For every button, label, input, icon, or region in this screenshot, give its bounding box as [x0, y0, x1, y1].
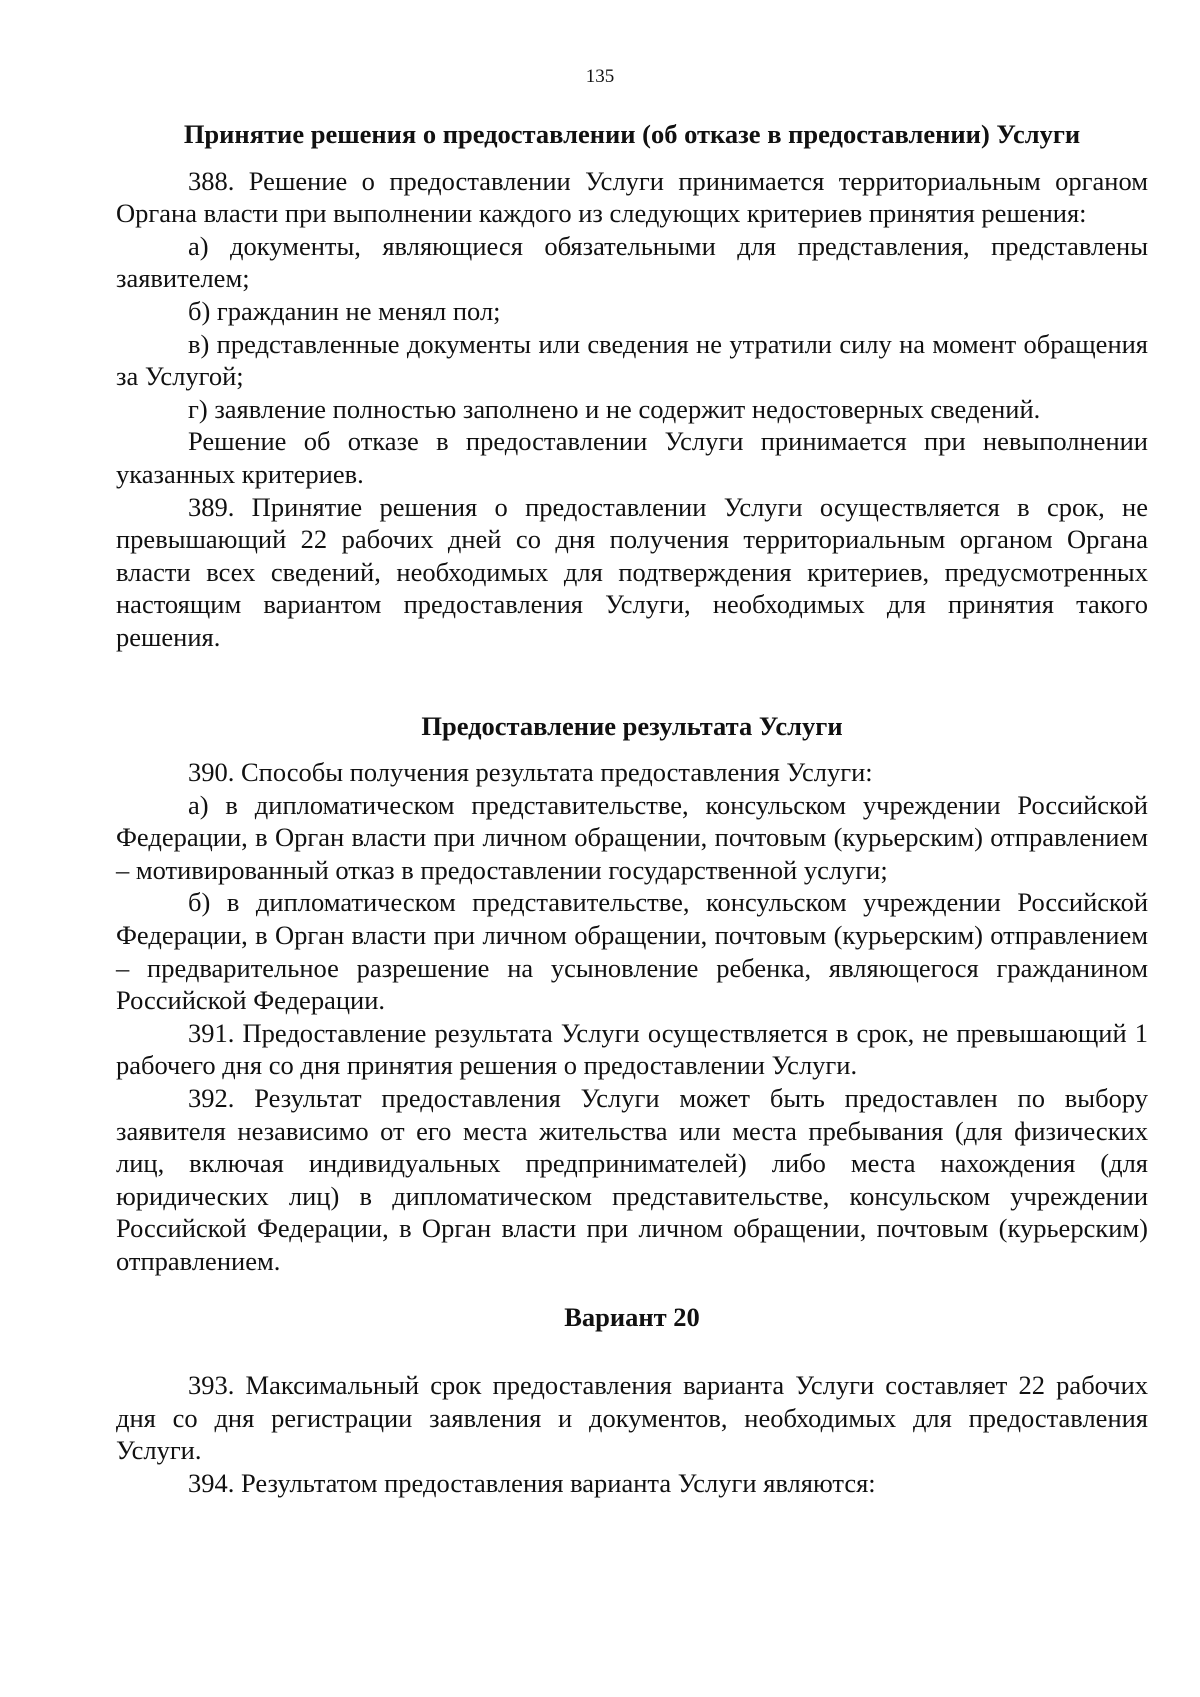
paragraph-393: 393. Максимальный срок предоставления варианта Услуги составляет 22 рабочих дня со дня регистрации заявления и документов, необходимых для предоставления Услуги. — [116, 1370, 1148, 1466]
list-item-g-application: г) заявление полностью заполнено и не содержит недостоверных сведений. — [188, 393, 1041, 424]
list-item-a-refusal-delivery: а) в дипломатическом представительстве, консульском учреждении Российской Федерации, в Орган власти при личном обращении, почтовым (курьерским) отправлением – мотивированный отказ в предоставлении государственной услуги; — [116, 789, 1148, 885]
list-item-a-documents: а) документы, являющиеся обязательными для представления, представлены заявителем; — [116, 230, 1148, 294]
paragraph-389: 389. Принятие решения о предоставлении Услуги осуществляется в срок, не превышающий 22 рабочих дней со дня получения территориальным органом Органа власти всех сведений, необходимых для подтверждения критериев, предусмотренных настоящим вариантом предоставления Услуги, необходимых для принятия такого решения. — [116, 491, 1148, 652]
section-heading-decision: Принятие решения о предоставлении (об отказе в предоставлении) Услуги — [183, 119, 1081, 149]
paragraph-392: 392. Результат предоставления Услуги может быть предоставлен по выбору заявителя независимо от его места жительства или места пребывания (для физических лиц, включая индивидуальных предпринимателей) либо места нахождения (для юридических лиц) в дипломатическом представительстве, консульском учреждении Российской Федерации, в Орган власти при личном обращении, почтовым (курьерским) отправлением. — [116, 1083, 1148, 1276]
page-content — [116, 118, 1148, 1500]
paragraph-refusal: Решение об отказе в предоставлении Услуги принимается при невыполнении указанных критериев. — [116, 426, 1148, 489]
page-number: 135 — [585, 66, 615, 87]
list-item-v-validity: в) представленные документы или сведения не утратили силу на момент обращения за Услугой; — [116, 328, 1148, 392]
list-item-b-gender: б) гражданин не менял пол; — [188, 295, 501, 326]
list-item-b-permit-delivery: б) в дипломатическом представительстве, консульском учреждении Российской Федерации, в Орган власти при личном обращении, почтовым (курьерским) отправлением – предварительное разрешение на усыновление ребенка, являющегося гражданином Российской Федерации. — [116, 887, 1148, 1016]
paragraph-394: 394. Результатом предоставления варианта Услуги являются: — [188, 1467, 876, 1498]
paragraph-390: 390. Способы получения результата предоставления Услуги: — [188, 757, 873, 788]
paragraph-388: 388. Решение о предоставлении Услуги принимается территориальным органом Органа власти при выполнении каждого из следующих критериев принятия решения: — [116, 165, 1148, 229]
section-heading-result: Предоставление результата Услуги — [421, 710, 843, 741]
paragraph-391: 391. Предоставление результата Услуги осуществляется в срок, не превышающий 1 рабочего дня со дня принятия решения о предоставлении Услуги. — [116, 1017, 1148, 1081]
section-heading-variant-20: Вариант 20 — [564, 1301, 700, 1332]
